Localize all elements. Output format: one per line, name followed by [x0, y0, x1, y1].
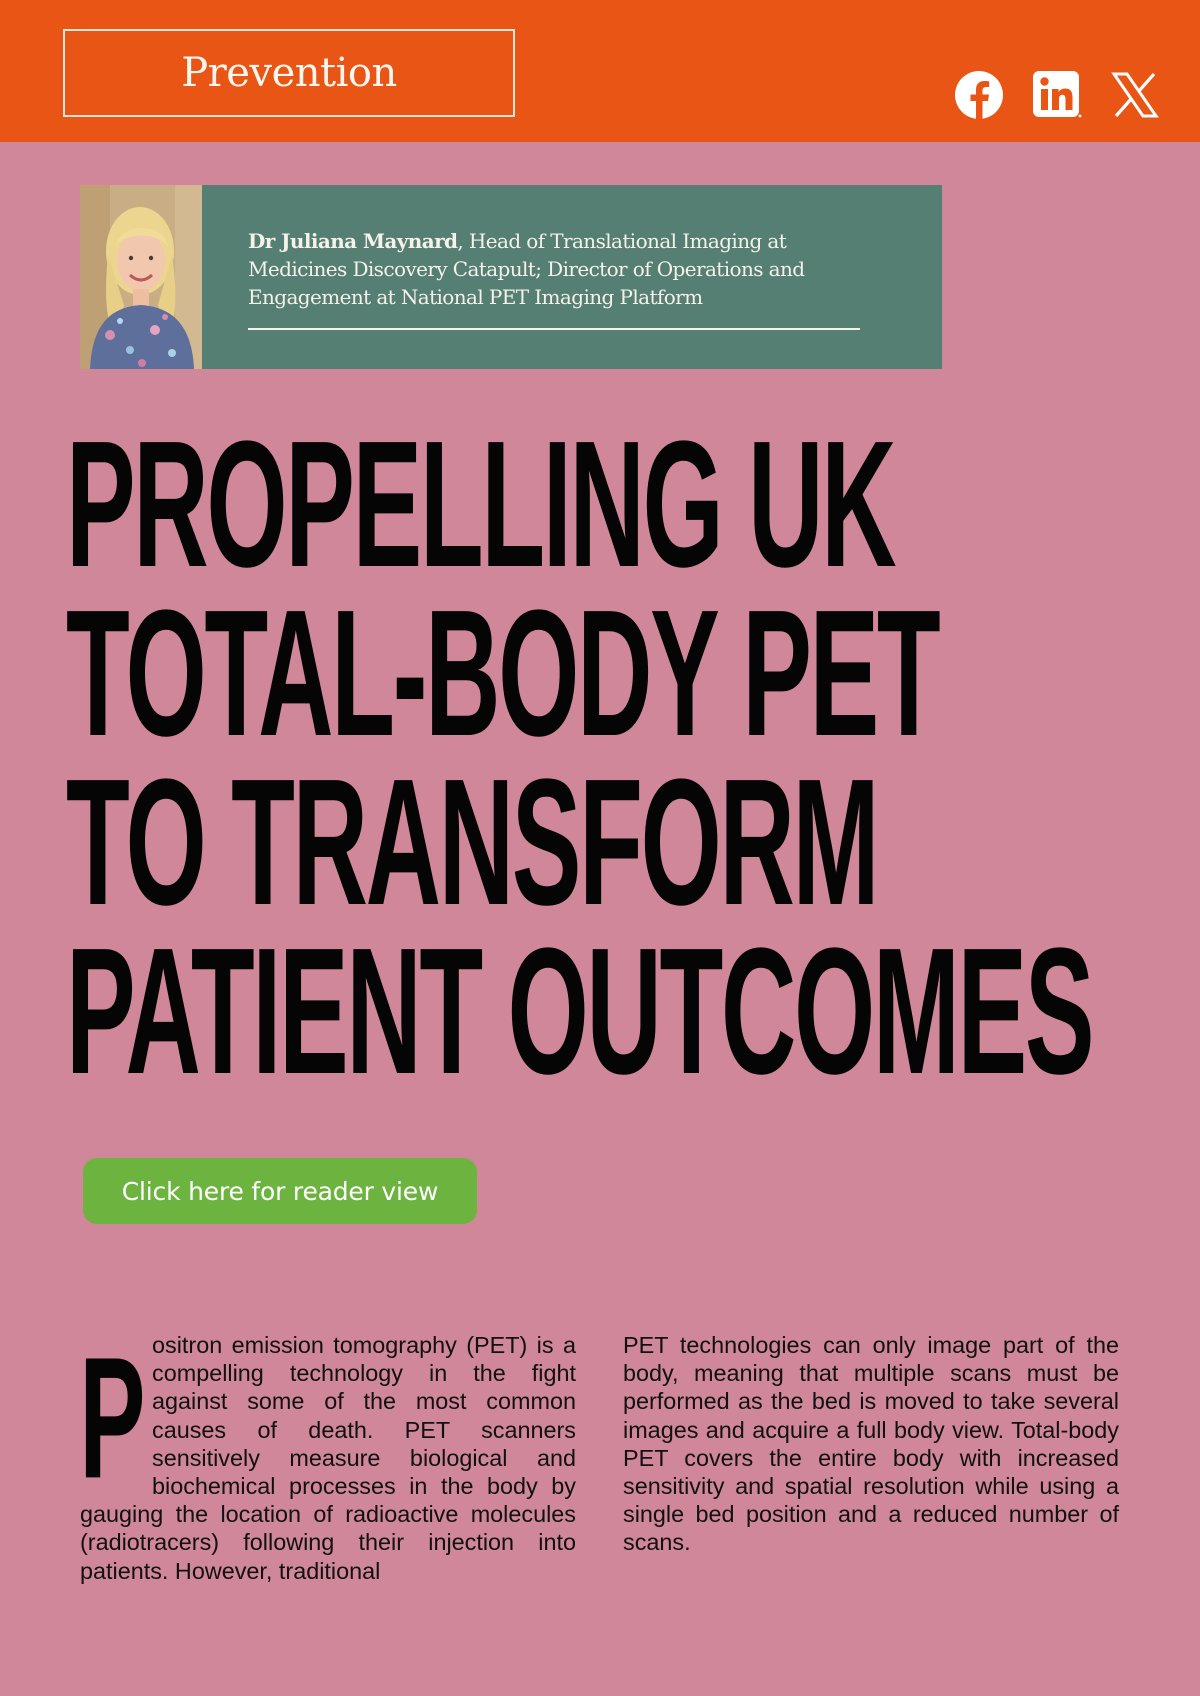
social-links [954, 70, 1160, 120]
author-name: Dr Juliana Maynard [248, 229, 458, 253]
section-label[interactable]: Prevention [63, 29, 515, 117]
linkedin-icon[interactable] [1032, 70, 1082, 120]
author-card [80, 185, 942, 369]
author-photo [80, 185, 202, 369]
drop-cap-letter: P [78, 1320, 146, 1515]
author-divider [248, 328, 860, 330]
headline-line-1: PROPELLING UK [66, 404, 895, 605]
body-text-left: ositron emission tomography (PET) is a compelling technology in the fight against some of the most common causes of death. PET scanners sensitively measure biological and biochemical processes in the body by gauging the location of radioactive molecules (radiotracers) following their injection into patients. However, traditional [80, 1332, 576, 1584]
body-column-right [623, 1331, 1119, 1557]
header-bar [0, 0, 1200, 142]
author-role: , Head of Translational Imaging at Medicines Discovery Catapult; Director of Operations and Engagement at National PET Imaging Platform [248, 229, 805, 309]
x-icon[interactable] [1110, 70, 1160, 120]
headline [66, 404, 1093, 1112]
headline-line-4: PATIENT OUTCOMES [66, 911, 1093, 1112]
body-text-right: PET technologies can only image part of the body, meaning that multiple scans must be performed as the bed is moved to take several images and acquire a full body view. Total-body PET covers the entire body with increased sensitivity and spatial resolution while using a single bed position and a reduced number of scans. [623, 1332, 1119, 1556]
reader-view-button[interactable]: Click here for reader view [83, 1158, 477, 1224]
drop-cap [78, 1320, 146, 1515]
facebook-icon[interactable] [954, 70, 1004, 120]
headline-line-2: TOTAL-BODY PET [66, 573, 939, 774]
headline-line-3: TO TRANSFORM [66, 742, 878, 943]
body-column-left [78, 1320, 576, 1585]
author-byline [248, 227, 868, 311]
